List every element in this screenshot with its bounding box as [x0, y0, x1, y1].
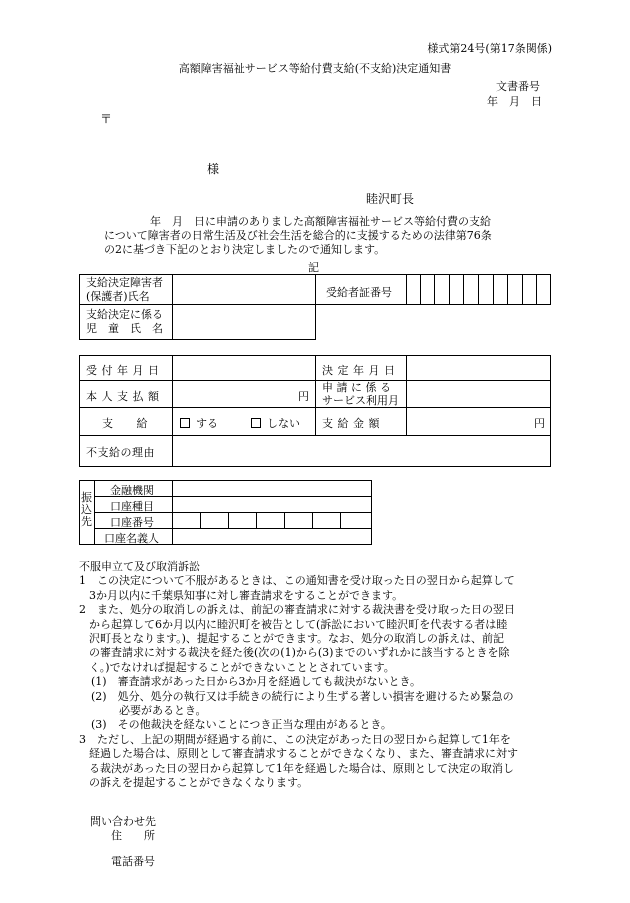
child-name-label: 支給決定に係る 児 童 氏 名 [86, 308, 163, 335]
option-pay-yes[interactable]: する [180, 415, 218, 431]
option-pay-no[interactable]: しない [251, 415, 300, 431]
non-payment-reason-label: 不支給の理由 [86, 446, 155, 459]
ki-label: 記 [308, 261, 319, 274]
inquiry-label: 問い合わせ先 [90, 815, 156, 828]
guardian-name-label: 支給決定障害者 (保護者)氏名 [86, 276, 163, 303]
date-label: 年 月 日 [487, 95, 542, 108]
contact-address-label: 住 所 [111, 829, 155, 842]
document-title: 高額障害福祉サービス等給付費支給(不支給)決定通知書 [178, 62, 452, 75]
transfer-side-label: 振 込 先 [81, 491, 92, 528]
account-type-label: 口座種目 [110, 500, 154, 513]
checkbox-icon [180, 418, 190, 428]
recipient-cert-number-boxes [406, 274, 551, 305]
honorific: 様 [207, 162, 220, 176]
received-date-label: 受 付 年 月 日 [86, 364, 160, 377]
payment-label: 支 給 [102, 417, 148, 430]
sender-name: 睦沢町長 [366, 192, 415, 206]
body-line-3: の2に基づき下記のとおり決定しましたので通知します。 [104, 243, 386, 256]
contact-phone-label: 電話番号 [111, 855, 155, 868]
yen-unit-1: 円 [298, 390, 309, 403]
account-number-label: 口座番号 [110, 516, 154, 529]
form-number: 様式第24号(第17条関係) [427, 42, 552, 55]
body-line-2: について障害者の日常生活及び社会生活を総合的に支援するための法律第76条 [104, 229, 492, 242]
self-pay-label: 本 人 支 払 額 [86, 390, 160, 403]
doc-number-label: 文書番号 [496, 80, 540, 93]
appeal-notice: 不服申立て及び取消訴訟 1 この決定について不服があるときは、この通知書を受け取った日の翌日から起算して 3か月以内に千葉県知事に対し審査請求をすることができます。 2 また、処分の取消しの訴えは、前記の審査請求に対する裁決書を受け取った日の翌日 から起算して6か月以内に睦沢町を被告として(訴訟において睦沢町を代表する者は睦 沢町長となります。)、提起することができます。なお、処分の取消しの訴えは、前記 の審査請求に対する裁決を経た後(次の(1)から(3)までのいずれかに該当するときを除 く。)でなければ提起することができないこととされています。 (1) 審査請求があった日から3か月を経過しても裁決がないとき。 (2) 処分、処分の執行又は手続きの続行により生ずる著しい損害を避けるため緊急の 必要があるとき。 (3) その他裁決を経ないことにつき正当な理由があるとき。 3 ただし、上記の期間が経過する前に、この決定があった日の翌日から起算して1年を 経過した場合は、原則として審査請求することができなくなり、また、審査請求に対す る裁決があった日の翌日から起算して1年を経過した場合は、原則として決定の取消し の訴えを提起することができなくなります。 [79, 560, 559, 791]
recipient-cert-label: 受給者証番号 [326, 286, 392, 299]
bank-label: 金融機関 [110, 484, 154, 497]
body-line-1: 年 月 日に申請のありました高額障害福祉サービス等給付費の支給 [150, 215, 491, 228]
yen-unit-2: 円 [534, 417, 545, 430]
payment-amount-label: 支 給 金 額 [322, 417, 380, 430]
account-holder-label: 口座名義人 [104, 532, 159, 545]
checkbox-icon [251, 418, 261, 428]
decision-date-label: 決 定 年 月 日 [322, 364, 396, 377]
service-month-label: 申 請 に 係 る サービス利用月 [322, 381, 399, 407]
notice-heading: 不服申立て及び取消訴訟 [79, 560, 200, 573]
postal-mark: 〒 [100, 112, 113, 126]
